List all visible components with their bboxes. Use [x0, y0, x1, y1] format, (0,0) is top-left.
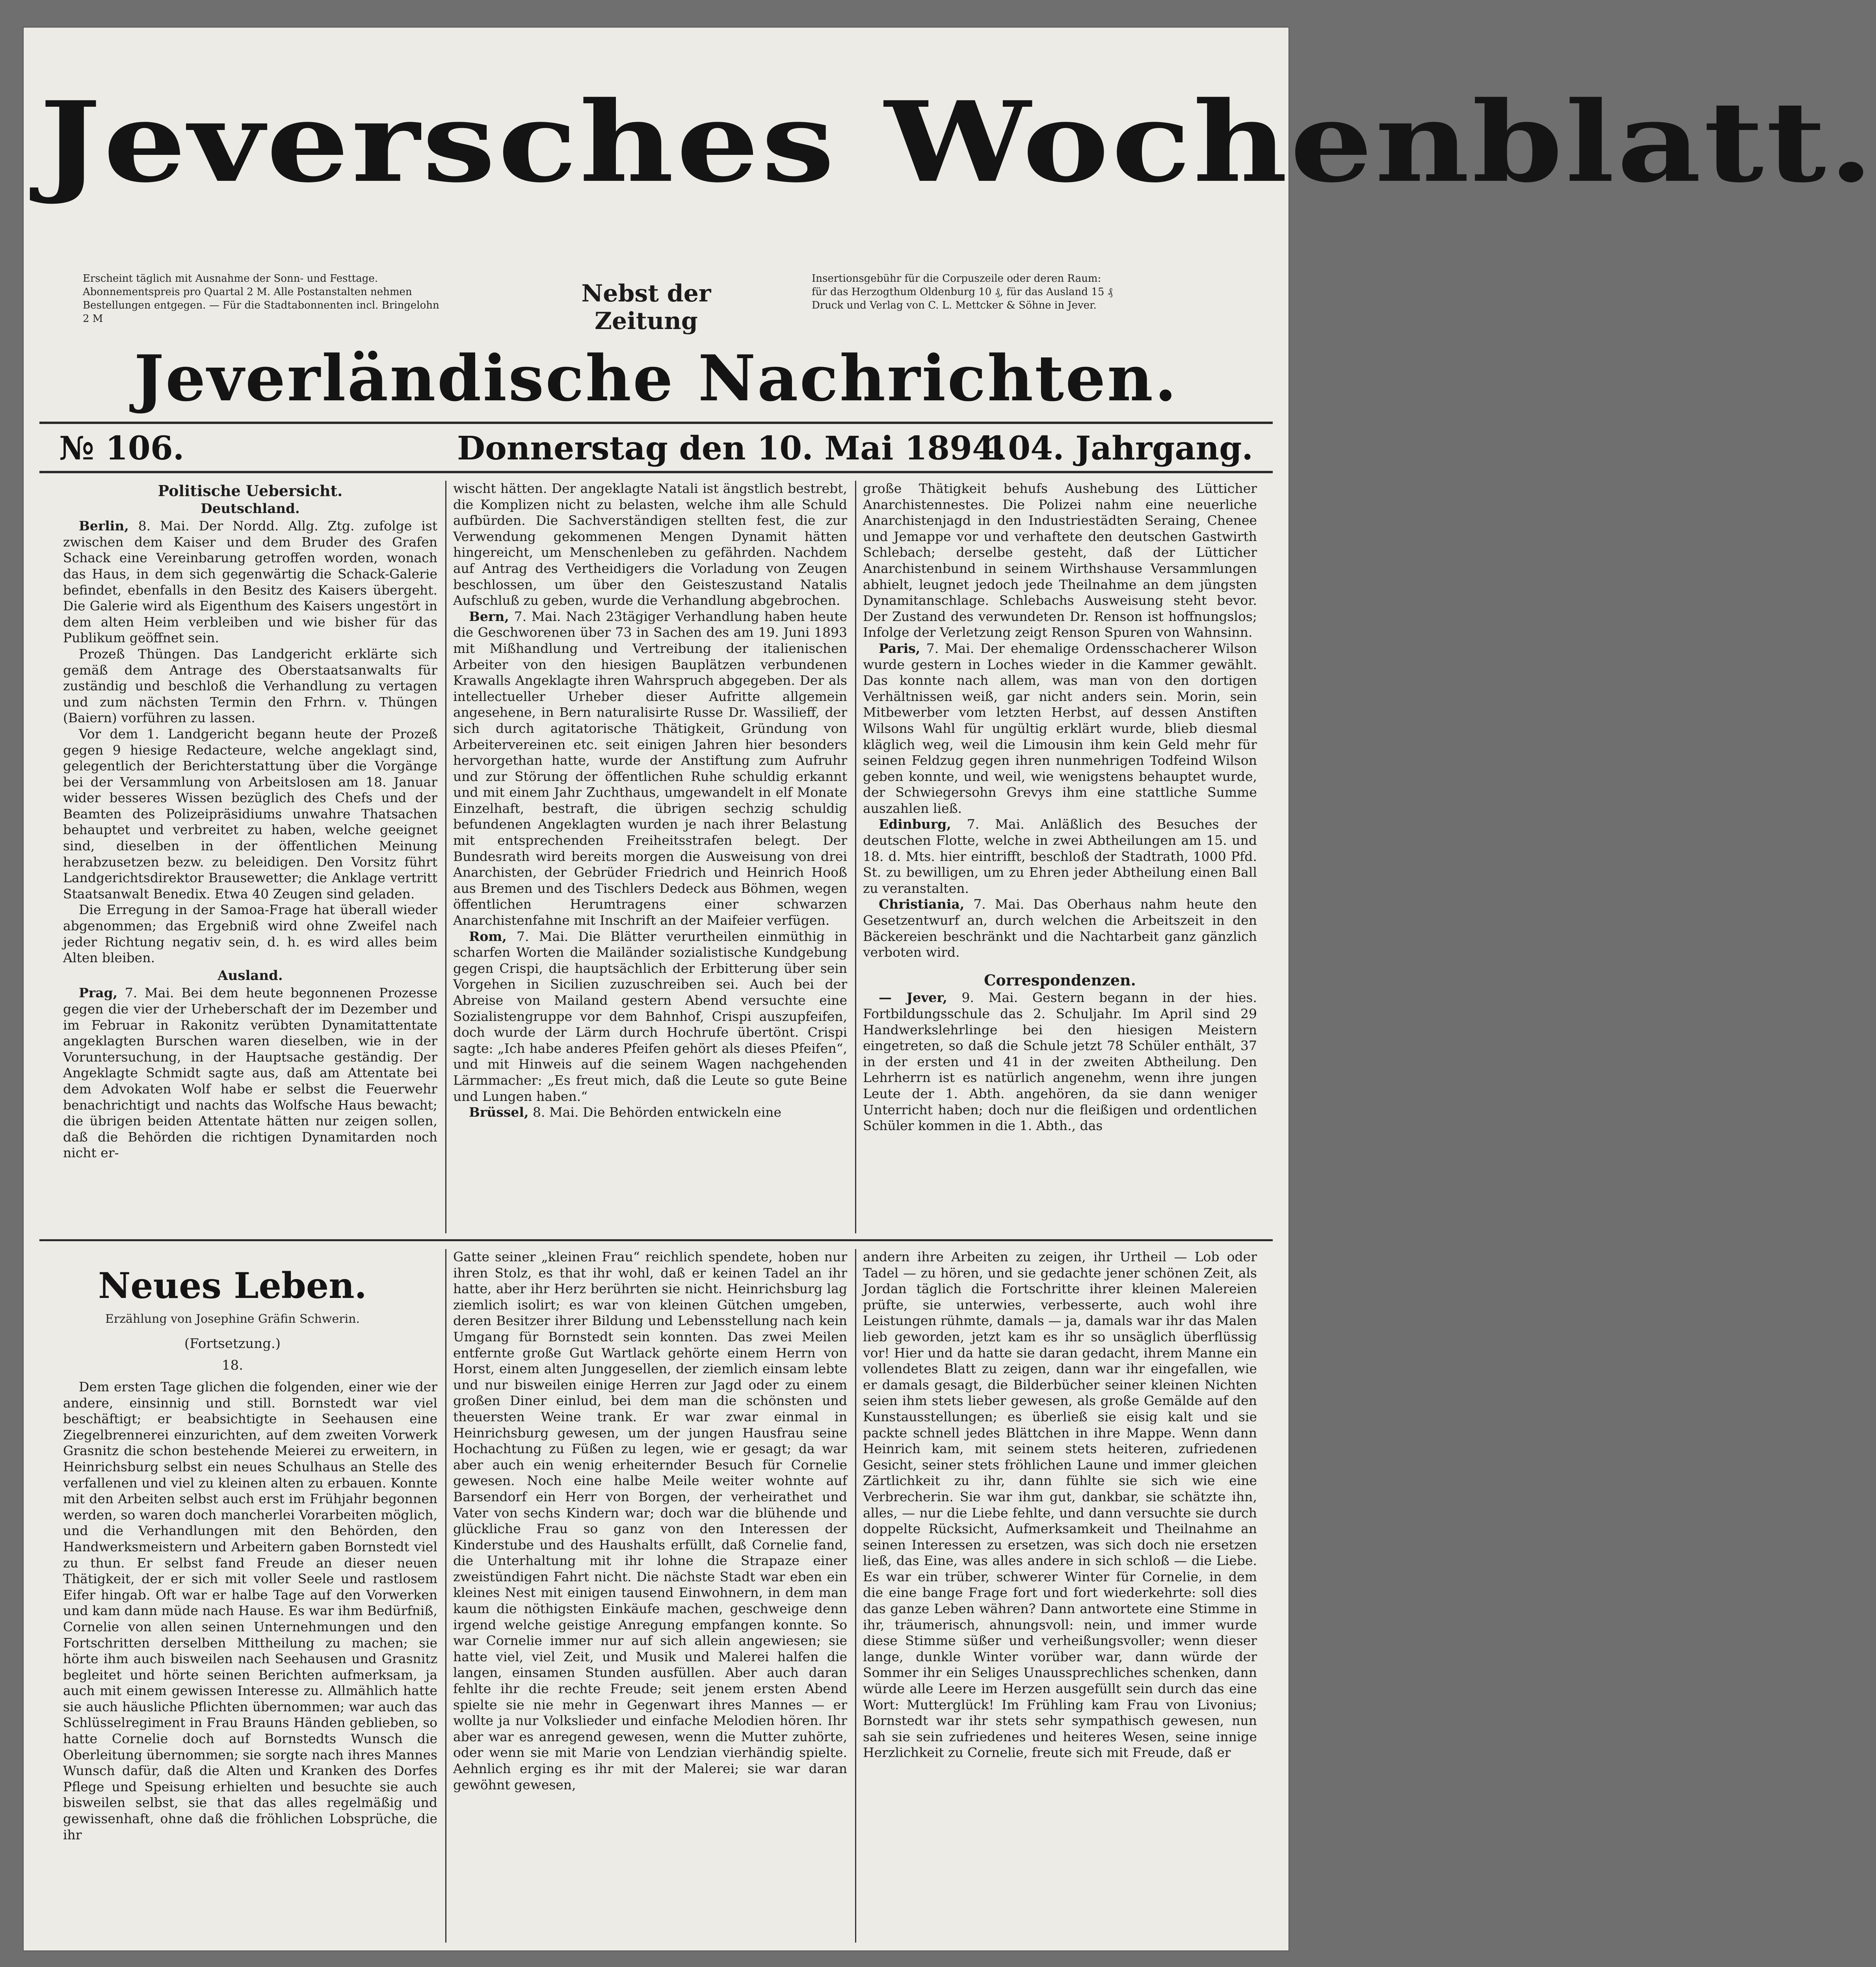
feuilleton-continuation: (Fortsetzung.) [184, 1336, 281, 1352]
article-paris-text: 7. Mai. Der ehemalige Ordensschacherer Wilson wurde gestern in Loches wieder in die Kammer gewählt. Das konnte nach allem, was man von den dortigen Verhältnissen weiß, gar nicht anders sein. Morin, sein Mitbewerber vom letzten Herbst, auf dessen Anstiften Wilsons Wahl für ungültig erklärt wurde, blieb diesmal kläglich weg, weil die Limousin ihm kein Geld mehr für seinen Feldzug gegen ihren nunmehrigen Todfeind Wilson geben konnte, und weil, wie wenigstens behauptet wurde, der Schwiegersohn Grevys ihm eine stattliche Summe auszahlen ließ. [863, 640, 1257, 816]
feuilleton-column-2 [453, 1249, 847, 1943]
column-divider [445, 481, 446, 1233]
subscription-line-1: Erscheint täglich mit Ausnahme der Sonn- und Festtage. [83, 273, 378, 284]
dateline-paris: Paris, [879, 640, 920, 656]
subtitle: Jeverländische Nachrichten. [134, 341, 1178, 415]
nebst-der-zeitung: Nebst der Zeitung [581, 280, 711, 335]
article-prag [63, 985, 437, 1161]
article-thuengen: Prozeß Thüngen. Das Landgericht erklärte sich gemäß dem Antrage des Oberstaatsanwalts für zuständig und beschloß die Verhandlung zu vertagen und zum nächsten Termin den Frhrn. v. Thüngen (Baiern) vorführen zu lassen. [63, 646, 437, 726]
feuilleton-chapter-number: 18. [221, 1357, 244, 1373]
article-edinburg [863, 816, 1257, 896]
section-heading: Politische Uebersicht. [158, 482, 343, 500]
column-politics [63, 481, 437, 1229]
feuilleton-text-1: Dem ersten Tage glichen die folgenden, einer wie der andere, einsinnig und still. Bornstedt war viel beschäftigt; er beabsichtigte in Seehausen eine Ziegelbrennerei einzurichten, auf dem zweiten Vorwerk Grasnitz die schon bestehende Meierei zu erweitern, in Heinrichsburg selbst ein neues Schulhaus an Stelle des verfallenen und viel zu kleinen alten zu erbauen. Konnte mit den Arbeiten selbst auch erst im Frühjahr begonnen werden, so waren doch mancherlei Vorarbeiten möglich, und die Verhandlungen mit den Behörden, den Handwerksmeistern und Arbeitern gaben Bornstedt viel zu thun. Er selbst fand Freude an dieser neuen Thätigkeit, der er sich mit voller Seele und rastlosem Eifer hingab. Oft war er halbe Tage auf den Vorwerken und kam dann müde nach Hause. Es war ihm Bedürfniß, Cornelie von allen seinen Unternehmungen und den Fortschritten derselben Mittheilung zu machen; sie hörte ihm auch bisweilen nach Seehausen und Grasnitz begleitet und hörte seinen Berichten aufmerksam, ja auch mit einem gewissen Interesse zu. Allmählich hatte sie auch häusliche Pflichten übernommen; war auch das Schlüsselregiment in Frau Brauns Händen geblieben, so hatte Cornelie doch auf Bornstedts Wunsch die Oberleitung übernommen; sie sorgte nach ihres Mannes Wunsch dafür, daß die Alten und Kranken des Dorfes Pflege und Speisung erhielten und besuchte sie auch bisweilen selbst, sie that das alles regelmäßig und gewissenhaft, ohne daß die fröhlichen Lobsprüche, die ihr [63, 1379, 437, 1842]
subscription-line-3: Bestellungen entgegen. — Für die Stadtabonnenten incl. Bringelohn 2 M [83, 299, 439, 325]
subheading-deutschland: Deutschland. [201, 500, 300, 517]
article-bern [453, 609, 847, 929]
dateline-rom: Rom, [469, 928, 507, 944]
dateline-jever: — Jever, [879, 990, 947, 1006]
dateline-bottom-rule [39, 471, 1273, 473]
insertion-line-2: für das Herzogthum Oldenburg 10 ₰, für das Ausland 15 ₰ [812, 286, 1113, 298]
article-rom [453, 929, 847, 1105]
dateline-bern: Bern, [469, 608, 509, 624]
dateline-edinburg: Edinburg, [879, 816, 951, 832]
dateline [59, 426, 1253, 473]
volume-year: 104. Jahrgang. [985, 429, 1253, 467]
article-bruessel [453, 1104, 847, 1121]
column-foreign-correspondence [863, 481, 1257, 1229]
article-rom-text: 7. Mai. Die Blätter verurtheilen einmüthig in scharfen Worten die Mailänder sozialistische Kundgebung gegen Crispi, die hauptsächlich der Erbitterung über sein Vorgehen in Sicilien zuzuschreiben sei. Auch bei der Abreise von Mailand gestern Abend versuchte eine Sozialistengruppe vor dem Bahnhof, Crispi auszupfeifen, doch wurde der Lärm durch Hochrufe übertönt. Crispi sagte: „Ich habe anderes Pfeifen gehört als dieses Pfeifen“, und mit Hinweis auf die seinem Wagen nachgehenden Lärmmacher: „Es freut mich, daß die Leute so gute Beine und Lungen haben.“ [453, 928, 847, 1104]
newspaper-page [24, 28, 1876, 1950]
article-bruessel-cont: große Thätigkeit behufs Aushebung des Lütticher Anarchistennestes. Die Polizei nahm eine neuerliche Anarchistenjagd in den Industriestädten Seraing, Chenee und Jemappe vor und verhaftete den deutschen Gastwirth Schlebach; derselbe gesteht, daß der Lütticher Anarchistenbund in seinem Wirthshause Versammlungen abhielt, leugnet jedoch jede Theilnahme an dem jüngsten Dynamitanschlage. Schlebachs Ausweisung steht bevor. Der Zustand des verwundeten Dr. Renson ist hoffnungslos; Infolge der Verletzung zeigt Renson Spuren von Wahnsinn. [863, 481, 1257, 640]
feuilleton-byline: Erzählung von Josephine Gräfin Schwerin. [105, 1312, 360, 1326]
issue-number: № 106. [59, 429, 184, 467]
article-jever-text: 9. Mai. Gestern begann in der hies. Fortbildungsschule das 2. Schuljahr. Im April sind 29 Handwerkslehrlinge bei den hiesigen Meistern eingetreten, so daß die Schule jetzt 78 Schüler enthält, 37 in der ersten und 41 in der zweiten Abtheilung. Den Lehrherrn ist es natürlich angenehm, wenn ihre jungen Leute der 1. Abth. angehören, da sie dann weniger Unterricht haben; doch nur die fleißigen und ordentlichen Schüler kommen in die 1. Abth., das [863, 990, 1257, 1134]
top-rule [39, 422, 1273, 424]
article-prag-cont: wischt hätten. Der angeklagte Natali ist ängstlich bestrebt, die Komplizen nicht zu belasten, welche ihm alle Schuld aufbürden. Die Sachverständigen stellten fest, die zur Verwendung gekommenen Mengen Dynamit hätten hingereicht, um Menschenleben zu gefährden. Nachdem auf Antrag des Vertheidigers die Vorladung von Zeugen beschlossen, um über den Geisteszustand Natalis Aufschluß zu geben, wurde die Verhandlung abgebrochen. [453, 481, 847, 608]
article-bern-text: 7. Mai. Nach 23tägiger Verhandlung haben heute die Geschworenen über 73 in Sachen des am 19. Juni 1893 mit Mißhandlung und Vertreibung der italienischen Arbeiter von den hiesigen Bauplätzen verbundenen Krawalls Angeklagte ihren Wahrspruch abgegeben. Der als intellectueller Urheber dieser Aufritte allgemein angesehene, in Bern naturalisirte Russe Dr. Wassilieff, der sich durch agitatorische Thätigkeit, Gründung von Arbeitervereinen etc. seit einigen Jahren hier besonders hervorgethan hatte, wurde der Anstiftung zum Aufruhr und zur Störung der öffentlichen Ruhe schuldig erkannt und mit einem Jahr Zuchthaus, umgewandelt in elf Monate Einzelhaft, bestraft, die übrigen sechzig schuldig befundenen Angeklagten wurden je nach ihrer Belastung mit entsprechenden Freiheitsstrafen belegt. Der Bundesrath wird bereits morgen die Ausweisung von drei Anarchisten, der Gebrüder Friedrich und Heinrich Hooß aus Bremen und des Tischlers Dedeck aus Böhmen, wegen öffentlichen Herumtragens einer schwarzen Anarchistenfahne mit Inschrift an der Maifeier verfügen. [453, 608, 847, 928]
dateline-bruessel: Brüssel, [469, 1104, 529, 1120]
dateline-prag: Prag, [79, 985, 118, 1001]
column-divider [855, 1249, 856, 1943]
article-bruessel-text: 8. Mai. Die Behörden entwickeln eine [532, 1104, 782, 1120]
subheading-ausland: Ausland. [218, 967, 283, 984]
feuilleton-text-2: Gatte seiner „kleinen Frau“ reichlich spendete, hoben nur ihren Stolz, es that ihr wohl, daß er keinen Tadel an ihr hatte, aber ihr Herz berührten sie nicht. Heinrichsburg lag ziemlich isolirt; es war von kleinen Gütchen umgeben, deren Besitzer ihrer Bildung und Lebensstellung nach kein Umgang für Bornstedt sein konnten. Das zwei Meilen entfernte große Gut Wartlack gehörte einem Herrn von Horst, einem alten Junggesellen, der ziemlich einsam lebte und nur bisweilen einige Herren zur Jagd oder zu einem großen Diner einlud, bei dem man die schönsten und theuersten Weine trank. Er war zwar einmal in Heinrichsburg gewesen, um der jungen Hausfrau seine Hochachtung zu Füßen zu legen, wie er gesagt; da war aber auch ein wenig erheiternder Besuch für Cornelie gewesen. Noch eine halbe Meile weiter wohnte auf Barsendorf ein Herr von Borgen, der verheirathet und Vater von sechs Kindern war; doch war die blühende und glückliche Frau so ganz von den Interessen der Kinderstube und des Haushalts erfüllt, daß Cornelie fand, die Unterhaltung mit ihr lohne die Strapaze einer zweistündigen Fahrt nicht. Die nächste Stadt war eben ein kleines Nest mit einigen tausend Einwohnern, in dem man kaum die nöthigsten Einkäufe machen, geschweige denn irgend welche geistige Anregung empfangen konnte. So war Cornelie immer nur auf sich allein angewiesen; sie hatte viel, viel Zeit, und Musik und Malerei halfen die langen, einsamen Stunden ausfüllen. Aber auch daran fehlte ihr die rechte Freude; seit jenem ersten Abend spielte sie nie mehr in Gegenwart ihres Mannes — er wollte ja nur Volkslieder und einfache Melodien hören. Ihr aber war es anregend gewesen, wenn die Mutter zuhörte, oder wenn sie mit Marie von Lendzian vierhändig spielte. Aehnlich erging es ihr mit der Malerei; sie war daran gewöhnt gewesen, [453, 1249, 847, 1792]
feuilleton-column-1 [63, 1379, 437, 1939]
feuilleton-text-3: andern ihre Arbeiten zu zeigen, ihr Urtheil — Lob oder Tadel — zu hören, und sie gedachte jener schönen Zeit, als Jordan täglich die Fortschritte ihrer kleinen Malereien prüfte, sie unterwies, verbesserte, auch wohl ihre Leistungen rühmte, damals — ja, damals war ihr das Malen lieb geworden, jetzt kam es ihr so unsäglich überflüssig vor! Hier und da hatte sie daran gedacht, ihrem Manne ein vollendetes Blatt zu zeigen, dann war ihr eingefallen, wie er damals gesagt, die Bilderbücher seiner kleinen Nichten seien ihm stets lieber gewesen, als große Gemälde auf den Kunstausstellungen; es überließ sie eisig kalt und sie packte schnell jedes Blättchen in ihre Mappe. Wenn dann Heinrich kam, mit seinem stets heiteren, zufriedenen Gesicht, seiner stets fröhlichen Laune und immer gleichen Zärtlichkeit zu ihr, dann fühlte sie sich wie eine Verbrecherin. Sie war ihm gut, dankbar, sie schätzte ihn, alles, — nur die Liebe fehlte, und dann versuchte sie durch doppelte Rücksicht, Aufmerksamkeit und Theilnahme an seinen Interessen zu ersetzen, was sich doch nie ersetzen ließ, das Eine, was alles andere in sich schloß — die Liebe. Es war ein trüber, schwerer Winter für Cornelie, in dem die eine bange Frage fort und fort wiederkehrte: soll dies das ganze Leben währen? Dann antwortete eine Stimme in ihr, träumerisch, ahnungsvoll: nein, und immer wurde diese Stimme süßer und verheißungsvoller; wenn dieser lange, dunkle Winter vorüber war, dann würde der Sommer ihr ein Seliges Unaussprechliches schenken, dann würde alle Leere im Herzen ausgefüllt sein durch das eine Wort: Mutterglück! Im Frühling kam Frau von Livonius; Bornstedt war ihr stets sehr sympathisch gewesen, nun sah sie sein zufriedenes und heiteres Wesen, seine innige Herzlichkeit zu Cornelie, freute sich mit Freude, daß er [863, 1249, 1257, 1761]
subscription-info [83, 272, 445, 325]
column-divider [855, 481, 856, 1233]
article-christiania [863, 896, 1257, 960]
column-divider [445, 1249, 446, 1943]
masthead-title: Jeversches Wochenblatt. [39, 77, 1876, 207]
column-foreign-news [453, 481, 847, 1229]
article-paris [863, 641, 1257, 817]
article-prag-text: 7. Mai. Bei dem heute begonnenen Prozesse gegen die vier der Urheberschaft der im Dezember und im Februar in Rakonitz verübten Dynamitattentate angeklagten Burschen waren dieselben, wie in der Voruntersuchung, in der Hauptsache geständig. Der Angeklagte Schmidt sagte aus, daß am Attentate bei dem Advokaten Wolf habe er selbst die Feuerwehr benachrichtigt und nachts das Wolfsche Haus bewacht; die übrigen beiden Attentate hätten nur zeigen sollen, daß die Behörden die richtigen Dynamitarden noch nicht er- [63, 985, 437, 1161]
dateline-berlin: Berlin, [79, 518, 129, 534]
issue-date: Donnerstag den 10. Mai 1894. [457, 429, 1006, 467]
insertion-line-1: Insertionsgebühr für die Corpuszeile oder deren Raum: [812, 273, 1101, 284]
feuilleton-rule [39, 1239, 1273, 1241]
section-heading-correspondence: Correspondenzen. [984, 971, 1136, 989]
article-jever [863, 990, 1257, 1134]
article-edinburg-text: 7. Mai. Anläßlich des Besuches der deutschen Flotte, welche in zwei Abtheilungen am 15. und 18. d. Mts. hier eintrifft, beschloß der Stadtrath, 1000 Pfd. St. zu bewilligen, um zu Ehren jeder Abtheilung einen Ball zu veranstalten. [863, 816, 1257, 896]
dateline-christiania: Christiania, [879, 896, 965, 912]
insertion-line-3: Druck und Verlag von C. L. Mettcker & Söhne in Jever. [812, 299, 1097, 311]
article-christiania-text: 7. Mai. Das Oberhaus nahm heute den Gesetzentwurf an, durch welchen die Arbeitszeit in den Bäckereien beschränkt und die Nachtarbeit ganz gänzlich verboten wird. [863, 896, 1257, 960]
insertion-info [812, 272, 1225, 312]
article-samoa: Die Erregung in der Samoa-Frage hat überall wieder abgenommen; das Ergebniß wird ohne Zweifel nach jeder Richtung negativ sein, d. h. es wird alles beim Alten bleiben. [63, 902, 437, 966]
article-berlin-text: 8. Mai. Der Nordd. Allg. Ztg. zufolge ist zwischen dem Kaiser und dem Bruder des Grafen Schack eine Vereinbarung getroffen worden, wonach das Haus, in dem sich gegenwärtig die Schack-Galerie befindet, ebenfalls in den Besitz des Kaisers übergeht. Die Galerie wird als Eigenthum des Kaisers ungestört in dem alten Heim verbleiben und wie bisher für das Publikum geöffnet sein. [63, 518, 437, 646]
article-berlin [63, 518, 437, 646]
article-redacteure: Vor dem 1. Landgericht begann heute der Prozeß gegen 9 hiesige Redacteure, welche angeklagt sind, gelegentlich der Berichterstattung über die Vorgänge bei der Versammlung von Arbeitslosen am 18. Januar wider besseres Wissen bezüglich des Chefs und der Beamten des Polizeipräsidiums unwahre Thatsachen behauptet und verbreitet zu haben, welche geeignet sind, dieselben in der öffentlichen Meinung herabzusetzen bezw. zu beleidigen. Den Vorsitz führt Landgerichtsdirektor Brausewetter; die Anklage vertritt Staatsanwalt Benedix. Etwa 40 Zeugen sind geladen. [63, 726, 437, 902]
subscription-line-2: Abonnementspreis pro Quartal 2 M. Alle Postanstalten nehmen [83, 286, 412, 298]
feuilleton-column-3 [863, 1249, 1257, 1943]
feuilleton-title: Neues Leben. [98, 1265, 367, 1307]
